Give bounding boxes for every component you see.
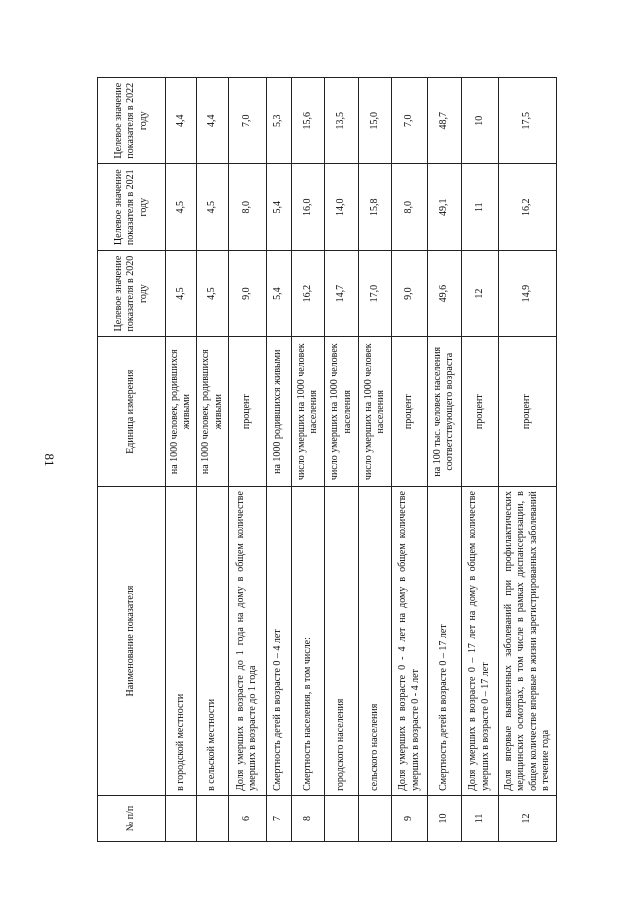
row-name: в сельской местности: [197, 487, 228, 796]
table-row: [461, 78, 499, 842]
row-name: в городской местности: [166, 487, 197, 796]
table-row: [166, 78, 197, 842]
row-value-2020: 4,5: [166, 250, 197, 336]
row-name: Доля впервые выявленных заболеваний при профилактических медицинских осмотрах, в том числе в рамках диспансеризации, в общем количестве впервые в жизни зарегистрированных заболеваний в течение года: [499, 487, 557, 796]
header-2020: Целевое значение показателя в 2020 году: [98, 250, 166, 336]
row-value-2022: 7,0: [392, 78, 428, 164]
row-num: 11: [461, 795, 499, 841]
indicators-table: [97, 77, 557, 842]
row-value-2022: 4,4: [166, 78, 197, 164]
rotated-table-container: [97, 77, 557, 842]
row-value-2022: 7,0: [228, 78, 266, 164]
row-value-2021: 14,0: [325, 164, 359, 250]
row-value-2020: 9,0: [392, 250, 428, 336]
row-value-2022: 17,5: [499, 78, 557, 164]
header-name: Наименование показателя: [98, 487, 166, 796]
table-row: [266, 78, 291, 842]
row-value-2020: 14,9: [499, 250, 557, 336]
row-num: 9: [392, 795, 428, 841]
header-2022: Целевое значение показателя в 2022 году: [98, 78, 166, 164]
row-num: 7: [266, 795, 291, 841]
row-value-2021: 15,8: [358, 164, 392, 250]
row-num: 10: [428, 795, 462, 841]
row-name: Доля умерших в возрасте 0 - 4 лет на дому в общем количестве умерших в возрасте 0 - 4 лет: [392, 487, 428, 796]
header-row: [98, 78, 166, 842]
table-row: [228, 78, 266, 842]
table-row: [197, 78, 228, 842]
row-value-2021: 8,0: [228, 164, 266, 250]
table-row: [392, 78, 428, 842]
row-value-2021: 5,4: [266, 164, 291, 250]
row-unit: на 100 тыс. человек населения соответствующего возраста: [428, 337, 462, 487]
row-num: [358, 795, 392, 841]
table-row: [428, 78, 462, 842]
table-row: [325, 78, 359, 842]
row-value-2020: 14,7: [325, 250, 359, 336]
row-num: [197, 795, 228, 841]
row-name: городского населения: [325, 487, 359, 796]
row-value-2022: 10: [461, 78, 499, 164]
row-value-2022: 48,7: [428, 78, 462, 164]
row-value-2022: 5,3: [266, 78, 291, 164]
row-value-2020: 4,5: [197, 250, 228, 336]
row-name: сельского населения: [358, 487, 392, 796]
page-number: 81: [42, 453, 57, 467]
table-row: [499, 78, 557, 842]
row-value-2022: 4,4: [197, 78, 228, 164]
row-value-2022: 15,0: [358, 78, 392, 164]
table-row: [358, 78, 392, 842]
row-unit: процент: [499, 337, 557, 487]
row-value-2022: 15,6: [291, 78, 325, 164]
row-num: [166, 795, 197, 841]
row-value-2020: 9,0: [228, 250, 266, 336]
row-unit: на 1000 родившихся живыми: [266, 337, 291, 487]
row-unit: число умерших на 1000 человек населения: [358, 337, 392, 487]
row-num: 8: [291, 795, 325, 841]
row-name: Доля умерших в возрасте 0 – 17 лет на дому в общем количестве умерших в возрасте 0 – 17 лет: [461, 487, 499, 796]
row-value-2020: 49,6: [428, 250, 462, 336]
row-value-2021: 4,5: [197, 164, 228, 250]
header-unit: Единица измерения: [98, 337, 166, 487]
row-name: Смертность населения, в том числе:: [291, 487, 325, 796]
row-num: [325, 795, 359, 841]
header-2021: Целевое значение показателя в 2021 году: [98, 164, 166, 250]
row-value-2020: 17,0: [358, 250, 392, 336]
row-unit: процент: [461, 337, 499, 487]
row-unit: на 1000 человек, родившихся живыми: [197, 337, 228, 487]
row-value-2021: 11: [461, 164, 499, 250]
row-unit: на 1000 человек, родившихся живыми: [166, 337, 197, 487]
row-value-2020: 12: [461, 250, 499, 336]
row-value-2021: 4,5: [166, 164, 197, 250]
row-value-2021: 16,0: [291, 164, 325, 250]
row-unit: процент: [392, 337, 428, 487]
row-num: 6: [228, 795, 266, 841]
row-name: Смертность детей в возрасте 0 – 17 лет: [428, 487, 462, 796]
row-value-2020: 16,2: [291, 250, 325, 336]
row-value-2020: 5,4: [266, 250, 291, 336]
row-value-2021: 16,2: [499, 164, 557, 250]
row-name: Смертность детей в возрасте 0 – 4 лет: [266, 487, 291, 796]
row-unit: число умерших на 1000 человек населения: [291, 337, 325, 487]
row-value-2021: 8,0: [392, 164, 428, 250]
row-value-2022: 13,5: [325, 78, 359, 164]
row-unit: число умерших на 1000 человек населения: [325, 337, 359, 487]
row-name: Доля умерших в возрасте до 1 года на дому в общем количестве умерших в возрасте до 1 года: [228, 487, 266, 796]
row-value-2021: 49,1: [428, 164, 462, 250]
row-unit: процент: [228, 337, 266, 487]
row-num: 12: [499, 795, 557, 841]
table-row: [291, 78, 325, 842]
header-num: № п/п: [98, 795, 166, 841]
